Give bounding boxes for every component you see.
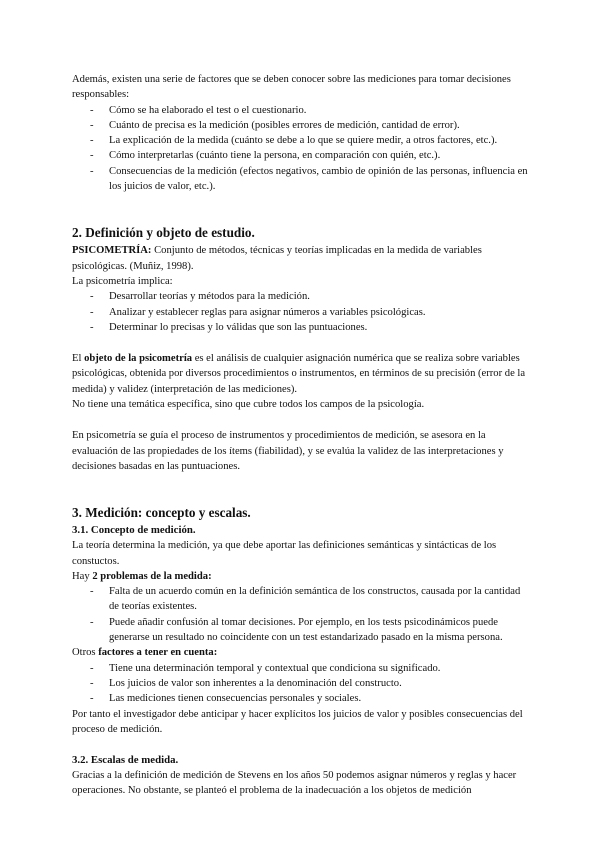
list-item: - Tiene una determinación temporal y contextual que condiciona su significado.	[72, 661, 532, 676]
section-2-heading: 2. Definición y objeto de estudio.	[72, 225, 255, 241]
problems-pre: Hay	[72, 570, 93, 582]
factors-term: factores a tener en cuenta:	[98, 647, 218, 659]
guide-paragraph: En psicometría se guía el proceso de instrumentos y procedimientos de medición, se asesora en la evaluación de las propiedades de los ítems (fiabilidad), y se evalúa la validez de las interpretaciones y decisiones basadas en las puntuaciones.	[72, 430, 504, 472]
section-3-heading: 3. Medición: concepto y escalas.	[72, 505, 251, 521]
list-item: - Desarrollar teorías y métodos para la medición.	[72, 289, 532, 304]
implies-label: La psicometría implica:	[72, 275, 173, 287]
psicometria-definition	[72, 243, 532, 274]
list-item: - Los juicios de valor son inherentes a la denominación del constructo.	[72, 676, 532, 691]
factors-label	[72, 645, 532, 660]
subsection-3-1-heading: 3.1. Concepto de medición.	[72, 524, 196, 537]
intro-paragraph: Además, existen una serie de factores que se deben conocer sobre las mediciones para tomar decisiones responsables:	[72, 74, 511, 101]
spacer	[72, 412, 532, 428]
spacer	[72, 474, 532, 504]
intro-list	[72, 103, 532, 195]
subsection-3-2-heading: 3.2. Escalas de medida.	[72, 754, 179, 767]
conclusion-paragraph: Por tanto el investigador debe anticipar y hacer explícitos los juicios de valor y posibles consecuencias del proceso de medición.	[72, 708, 523, 735]
list-item: - Consecuencias de la medición (efectos negativos, cambio de opinión de las personas, influencia en los juicios de valor, etc.).	[72, 164, 532, 195]
no-theme-paragraph: No tiene una temática específica, sino que cubre todos los campos de la psicología.	[72, 399, 425, 411]
problems-list	[72, 584, 532, 645]
list-item: - Analizar y establecer reglas para asignar números a variables psicológicas.	[72, 305, 532, 320]
object-term: objeto de la psicometría	[84, 353, 193, 365]
problems-term: 2 problemas de la medida:	[92, 570, 212, 582]
object-text: es el análisis de cualquier asignación numérica que se realiza sobre variables psicológicas, obtenida por diversos procedimientos o instrumentos, en términos de su precisión (error de la medida) y validez (interpretación de las mediciones).	[72, 353, 526, 395]
implies-list	[72, 289, 532, 335]
document-body	[72, 72, 532, 799]
list-item: - Falta de un acuerdo común en la definición semántica de los constructos, causada por la cantidad de teorías existentes.	[72, 584, 532, 615]
spacer	[72, 737, 532, 753]
list-item: - Cómo interpretarlas (cuánto tiene la persona, en comparación con quién, etc.).	[72, 148, 532, 163]
factors-pre: Otros	[72, 647, 99, 659]
list-item: - Puede añadir confusión al tomar decisiones. Por ejemplo, en los tests psicodinámicos puede generarse un resultado no coincidente con un test estandarizado pasado en la misma persona.	[72, 615, 532, 646]
list-item: - Cuánto de precisa es la medición (posibles errores de medición, cantidad de error).	[72, 118, 532, 133]
list-item: - Determinar lo precisas y lo válidas que son las puntuaciones.	[72, 320, 532, 335]
object-paragraph	[72, 351, 532, 397]
list-item: - La explicación de la medida (cuánto se debe a lo que se quiere medir, a otros factores, etc.).	[72, 133, 532, 148]
object-pre: El	[72, 353, 85, 365]
scales-paragraph: Gracias a la definición de medición de Stevens en los años 50 podemos asignar números y reglas y hacer operaciones. No obstante, se planteó el problema de la inadecuación a los objetos de medición	[72, 770, 517, 797]
list-item: - Cómo se ha elaborado el test o el cuestionario.	[72, 103, 532, 118]
factors-list	[72, 661, 532, 707]
theory-paragraph: La teoría determina la medición, ya que debe aportar las definiciones semánticas y sintácticas de los constuctos.	[72, 540, 497, 567]
problems-label	[72, 569, 532, 584]
definition-term: PSICOMETRÍA:	[72, 245, 152, 257]
list-item: - Las mediciones tienen consecuencias personales y sociales.	[72, 691, 532, 706]
spacer	[72, 335, 532, 351]
spacer	[72, 194, 532, 224]
definition-text: Conjunto de métodos, técnicas y teorías implicadas en la medida de variables psicológicas. (Muñiz, 1998).	[72, 245, 482, 272]
